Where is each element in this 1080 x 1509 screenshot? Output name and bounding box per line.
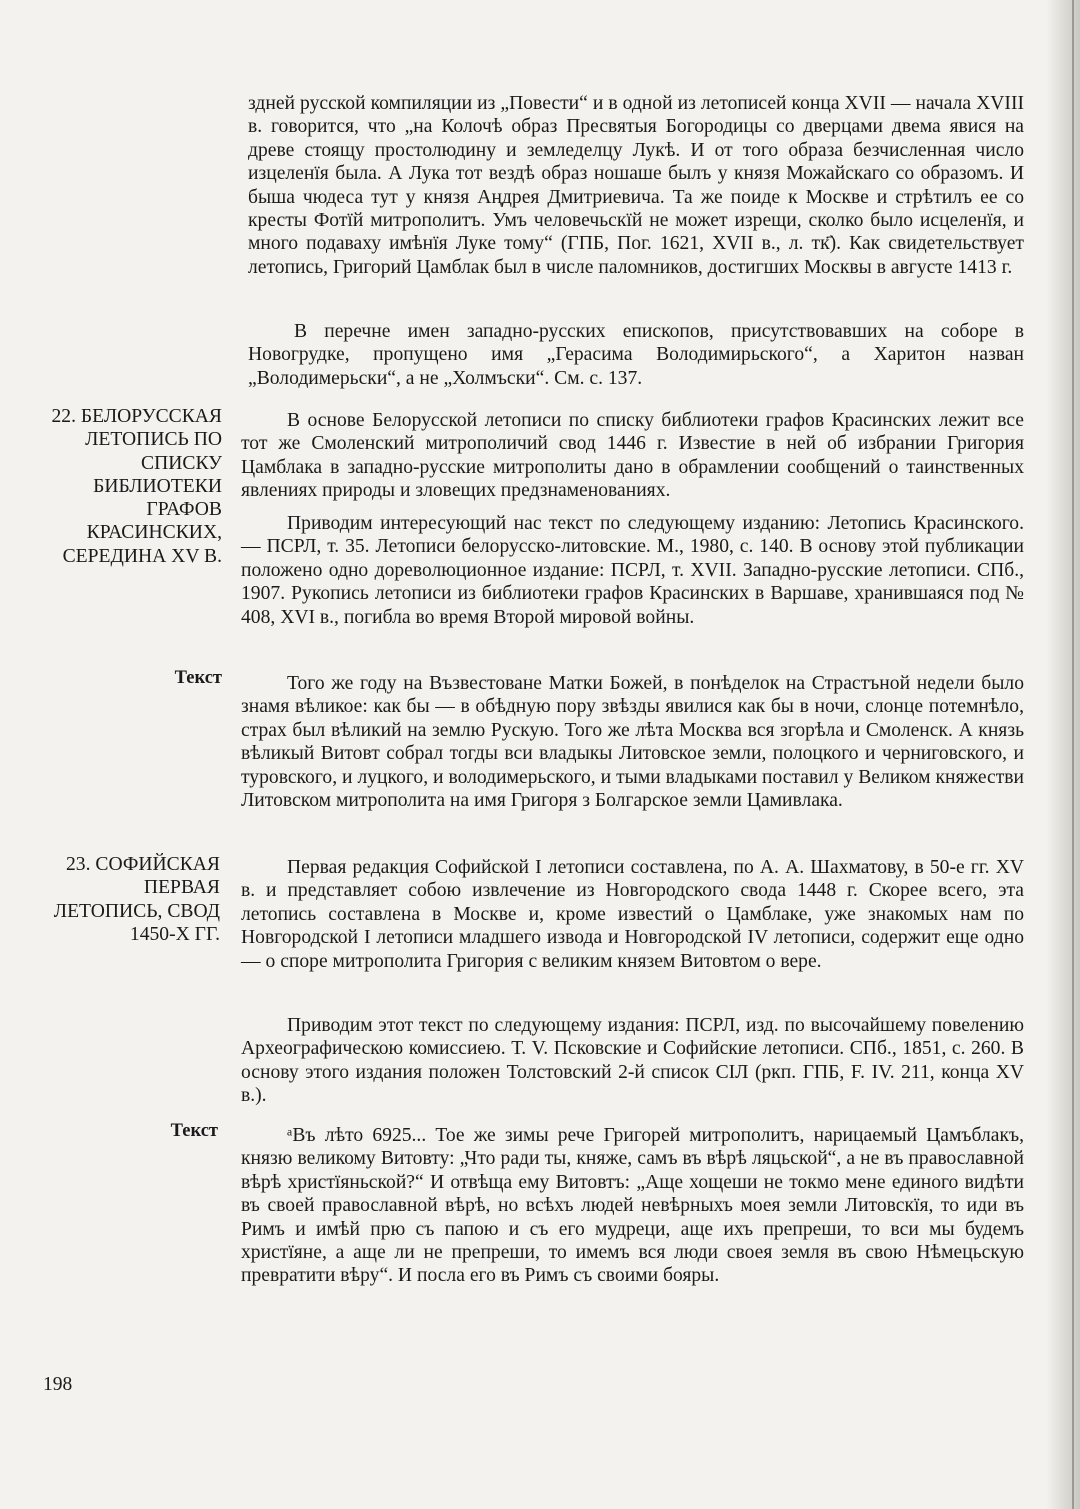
page-edge-shadow bbox=[1046, 0, 1080, 1509]
page-number: 198 bbox=[43, 1374, 73, 1395]
paragraph-continuation: здней русской компиляции из „Повести“ и в одной из летописей конца XVII — начала XVIII в. говорится, что „на Колочѣ образ Пресвятыя Богородицы со дверцами двема явися на древе стоящу простолюдину и земледелцу Лукѣ. И от того образа безчисленная число изцеленїя была. А Лука тот вездѣ образ ношаше былъ у князя Можайскаго со образомъ. И быша чюдеса тут у князя Аңдрея Дмитриевича. Та же поиде к Москве и стрѣтилъ ее со кресты Фотїй митрополитъ. Умъ человечьскїй не может изрещи, сколко было исцеленїя, и много подаваху имѣнїя Луке тому“ (ГПБ, Пог. 1621, XVII в., л. тк҃). Как свидетельствует летопись, Григорий Цамблак был в числе паломников, достигших Москвы в августе 1413 г. bbox=[248, 93, 1024, 278]
paragraph-krasinski-edition: Приводим интересующий нас текст по следующему изданию: Летопись Красинского. — ПСРЛ, т. 35. Летописи белорусско-литовские. М., 1980, с. 140. В основу этой публикации положено одно дореволюционное издание: ПСРЛ, т. XVII. Западно-русские летописи. СПб., 1907. Рукопись летописи из библиотеки графов Красинских в Варшаве, хранившаяся под № 408, XVI в., погибла во время Второй мировой войны. bbox=[241, 513, 1024, 628]
paragraph-bishops-list: В перечне имен западно-русских епископов, присутствовавших на соборе в Новогрудке, пропущено имя „Герасима Володимирьского“, а Харитон назван „Володимерьски“, а не „Холмъски“. См. с. 137. bbox=[248, 321, 1024, 389]
paragraph-chronicle-excerpt-2: ᵃВъ лѣто 6925... Тое же зимы рече Григорей митрополитъ, нарицаемый Цамъблакъ, князю великому Витовту: „Что ради ты, княже, самъ въ вѣрѣ ляцьской“, а не въ православной вѣрѣ христїяньской?“ И отвѣща ему Витовтъ: „Аще хощеши не токмо мене единого видѣти въ своей православной вѣрѣ, но всѣхъ людей невѣрныхъ моея земли Литовскїя, то иди въ Римъ и имѣй прю съ папою и съ его мудреци, аще ихъ препреши, то вси мы будемъ христїяне, а аще ли не препреши, то имемъ вся люди своея земля въ свою Нѣмецьскую превратити вѣру“. И посла его въ Римъ съ своими бояры. bbox=[241, 1125, 1024, 1287]
paragraph-sofia-edition: Приводим этот текст по следующему издания: ПСРЛ, изд. по высочайшему повелению Археографическою комиссиею. Т. V. Псковские и Софийские летописи. СПб., 1851, с. 260. В основу этого издания положен Толстовский 2-й список СIЛ (ркп. ГПБ, F. IV. 211, конца XV в.). bbox=[241, 1015, 1024, 1107]
section-heading-23: 23. СОФИЙСКАЯ ПЕРВАЯ ЛЕТОПИСЬ, СВОД 1450-Х ГГ. bbox=[53, 854, 220, 945]
text-label-1: Текст bbox=[174, 668, 222, 688]
section-heading-22: 22. БЕЛОРУССКАЯ ЛЕТОПИСЬ ПО СПИСКУ БИБЛИОТЕКИ ГРАФОВ КРАСИНСКИХ, СЕРЕДИНА XV В. bbox=[51, 406, 222, 567]
text-label-2: Текст bbox=[170, 1121, 218, 1141]
page-edge-line bbox=[1072, 0, 1074, 1509]
paragraph-belarusian-chronicle: В основе Белорусской летописи по списку библиотеки графов Красинских лежит все тот же Смоленский митрополичий свод 1446 г. Известие в ней об избрании Григория Цамблака в западно-русские митрополиты дано в обрамлении сообщений о таинственных явлениях природы и зловещих предзнаменованиях. bbox=[241, 410, 1024, 502]
paragraph-chronicle-excerpt-1: Того же году на Възвестоване Матки Божей, в понѣделок на Страстъной недели было знамя вѣликое: как бы — в обѣдную пору звѣзды явилися как бы в ночи, слонце потемнѣло, страх был вѣликий на землю Рускую. Того же лѣта Москва вся згорѣла и Смоленск. А князь вѣликый Витовт собрал тогды вси владыкы Литовское земли, полоцкого и черниговского, и туровского, и луцкого, и володимерьского, и тыми владыками поставил у Великом княжестви Литовском митрополита на имя Григоря з Болгарское земли Цамивлака. bbox=[241, 673, 1024, 812]
paragraph-sofia-chronicle: Первая редакция Софийской I летописи составлена, по А. А. Шахматову, в 50-е гг. XV в. и представляет собою извлечение из Новгородского свода 1448 г. Скорее всего, эта летопись составлена в Москве и, кроме известий о Цамблаке, уже знакомых нам по Новгородской I летописи младшего извода и Новгородской IV летописи, содержит еще одно — о споре митрополита Григория с великим князем Витовтом о вере. bbox=[241, 857, 1024, 972]
